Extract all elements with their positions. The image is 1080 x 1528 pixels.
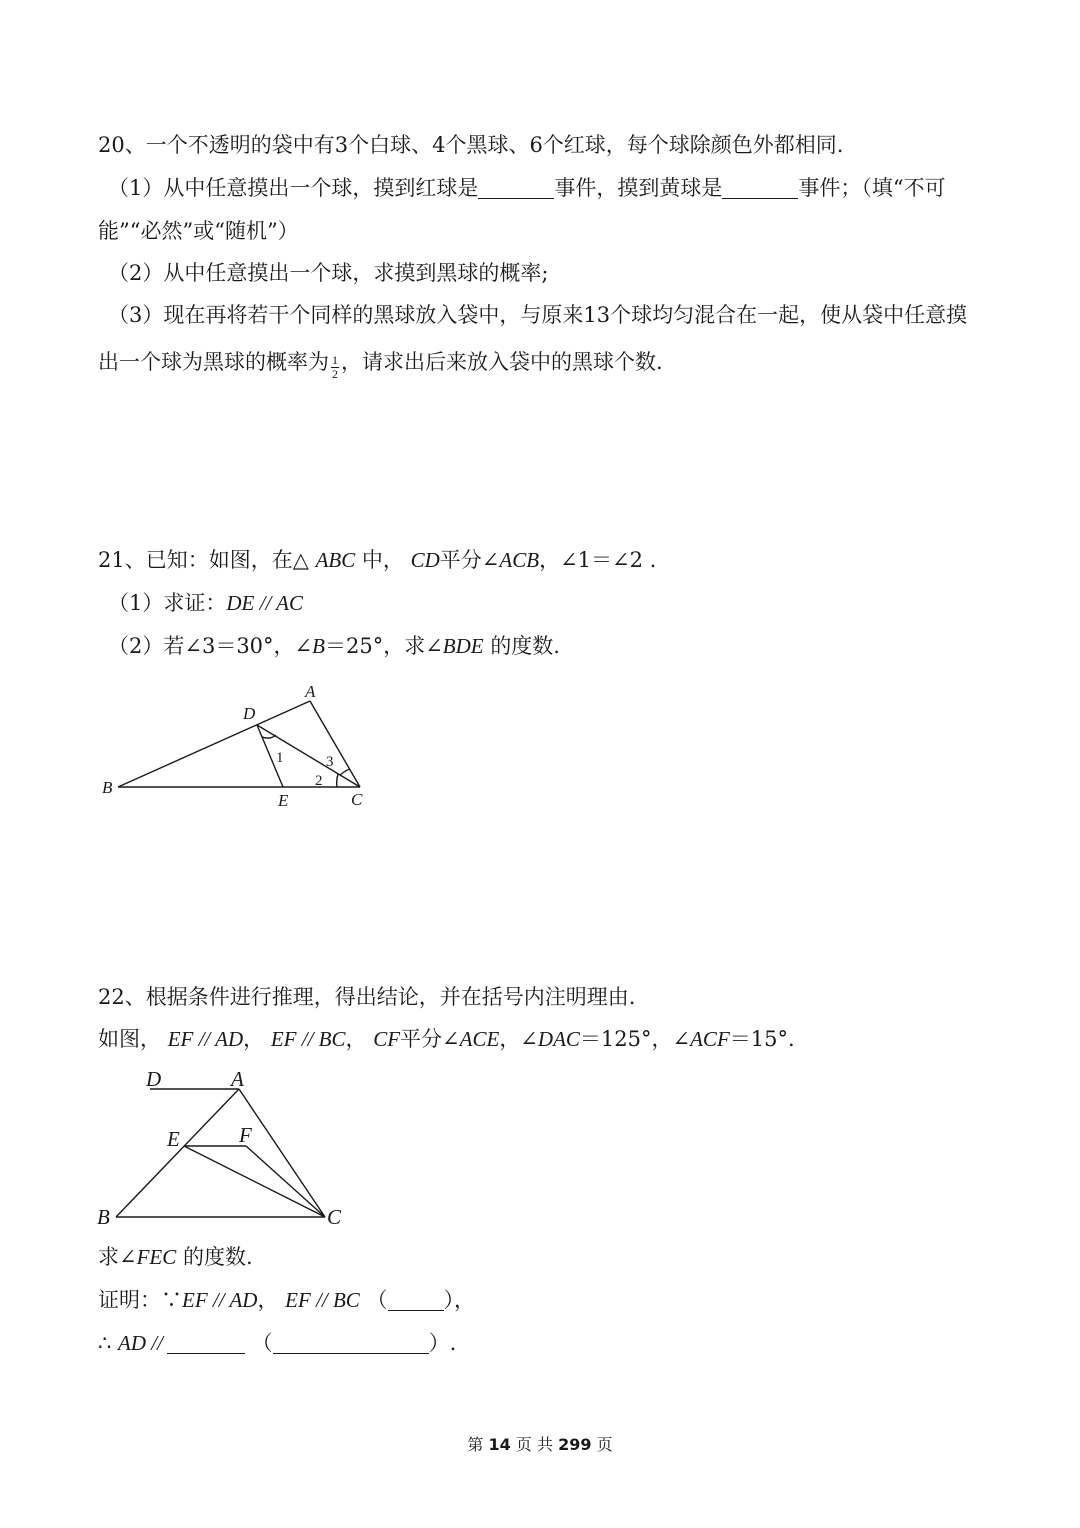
footer-total-pages: 299 (558, 1435, 592, 1454)
footer-mid: 页 共 (515, 1435, 553, 1454)
q21-label-angle-2: 2 (315, 773, 323, 789)
q21-label-angle-3: 3 (326, 754, 334, 770)
q22-sep2: ， (345, 1027, 367, 1051)
q22-label-b: B (97, 1205, 110, 1229)
footer-pre: 第 (467, 1435, 484, 1454)
q22-reason-blank-1[interactable] (388, 1288, 444, 1311)
fraction-numerator: 1 (332, 353, 338, 367)
q21-stem-c: 平分∠ (439, 548, 500, 572)
q22-given-d: ＝125°，∠ (579, 1027, 691, 1051)
q22-given-a: 如图， (98, 1027, 161, 1051)
q21-angle-acb: ACB (499, 548, 540, 572)
q20-part3-text-b: 出一个球为黑球的概率为 (98, 350, 329, 374)
q21-label-b: B (102, 778, 113, 797)
q21-part1-text: （1）求证： (108, 591, 227, 615)
q22-segment-ac (239, 1089, 325, 1217)
q22-label-a: A (231, 1067, 244, 1091)
footer-post: 页 (596, 1435, 613, 1454)
page-footer (0, 1432, 1080, 1455)
q22-proof2-d: ）. (428, 1331, 457, 1355)
q21-part2-b: B (312, 634, 325, 658)
q22-proof1-c: ， (257, 1288, 279, 1312)
q22-ask-a: 求∠ (98, 1245, 137, 1269)
q22-given-c: ，∠ (499, 1027, 538, 1051)
q22-ef-bc: EF // BC (270, 1027, 346, 1051)
q22-label-f: F (239, 1123, 252, 1147)
q20-part1-text-a: （1）从中任意摸出一个球，摸到红球是 (108, 176, 479, 200)
q22-label-e: E (167, 1127, 180, 1151)
q21-segment-cd: CD (410, 548, 440, 572)
q21-part1-expr: DE // AC (226, 591, 303, 615)
q22-proof1-f: ）， (443, 1288, 475, 1312)
q22-sep1: ， (243, 1027, 265, 1051)
q21-label-e: E (278, 791, 289, 810)
q22-proof-line2 (98, 1329, 456, 1357)
q22-proof2-a: ∴ (98, 1331, 119, 1355)
q21-part2-e: 的度数. (490, 634, 560, 658)
q20-stem: 20、一个不透明的袋中有3个白球、4个黑球、6个红球，每个球除颜色外都相同. (98, 133, 844, 157)
q21-stem-d: ，∠1＝∠2 . (539, 548, 657, 572)
q22-proof1-b: EF // AD (182, 1288, 258, 1312)
q21-label-angle-1: 1 (276, 750, 284, 766)
q22-proof-line1 (98, 1286, 475, 1314)
q21-label-c: C (351, 790, 363, 809)
q22-proof1-e: （ (366, 1288, 388, 1312)
q22-segment-ec (184, 1146, 325, 1217)
q21-stem-a: 21、已知：如图，在△ (98, 548, 309, 572)
q22-cf: CF (373, 1027, 401, 1051)
q20-part1-text-c: 事件；（填“不可 (798, 176, 946, 200)
q21-triangle-name: ABC (315, 548, 356, 572)
q22-label-c: C (327, 1205, 342, 1229)
q22-proof1-d: EF // BC (285, 1288, 360, 1312)
q20-part1-cont: 能”“必然”或“随机”） (98, 219, 299, 243)
q21-part2-a: （2）若∠3＝30°，∠ (108, 634, 313, 658)
q20-part2: （2）从中任意摸出一个球，求摸到黑球的概率; (108, 261, 549, 285)
q22-given-e: ＝15°. (729, 1027, 795, 1051)
q21-part2-d: BDE (442, 634, 484, 658)
q22-ask (98, 1243, 253, 1271)
fraction-denominator: 2 (332, 367, 338, 381)
q20-part3-text-c: ，请求出后来放入袋中的黑球个数. (341, 350, 663, 374)
q21-part2-c: ＝25°，求∠ (324, 634, 443, 658)
q22-dac: DAC (537, 1027, 580, 1051)
q22-proof2-b: AD // (118, 1331, 163, 1355)
q21-label-d: D (243, 704, 256, 723)
q22-fec: FEC (136, 1245, 177, 1269)
q22-proof1-a: 证明：∵ (98, 1288, 182, 1312)
q22-ace: ACE (459, 1027, 500, 1051)
q22-label-d: D (146, 1067, 162, 1091)
q22-segment-ab (116, 1089, 239, 1217)
q22-proof2-c: （ (251, 1331, 273, 1355)
q22-given-b: 平分∠ (400, 1027, 460, 1051)
q22-conclusion-blank[interactable] (167, 1331, 245, 1354)
footer-page-number: 14 (488, 1435, 511, 1454)
q20-part1-text-b: 事件，摸到黄球是 (554, 176, 723, 200)
q21-label-a: A (305, 682, 316, 701)
q22-ef-ad: EF // AD (167, 1027, 244, 1051)
q22-ask-b: 的度数. (182, 1245, 253, 1269)
q20-part3: （3）现在再将若干个同样的黑球放入袋中，与原来13个球均匀混合在一起，使从袋中任意摸 (108, 303, 968, 327)
q22-stem: 22、根据条件进行推理，得出结论，并在括号内注明理由. (98, 985, 636, 1009)
q21-stem-b: 中， (361, 548, 404, 572)
q22-acf: ACF (690, 1027, 730, 1051)
q22-reason-blank-2[interactable] (273, 1331, 429, 1354)
q22-segment-fc (246, 1146, 325, 1217)
